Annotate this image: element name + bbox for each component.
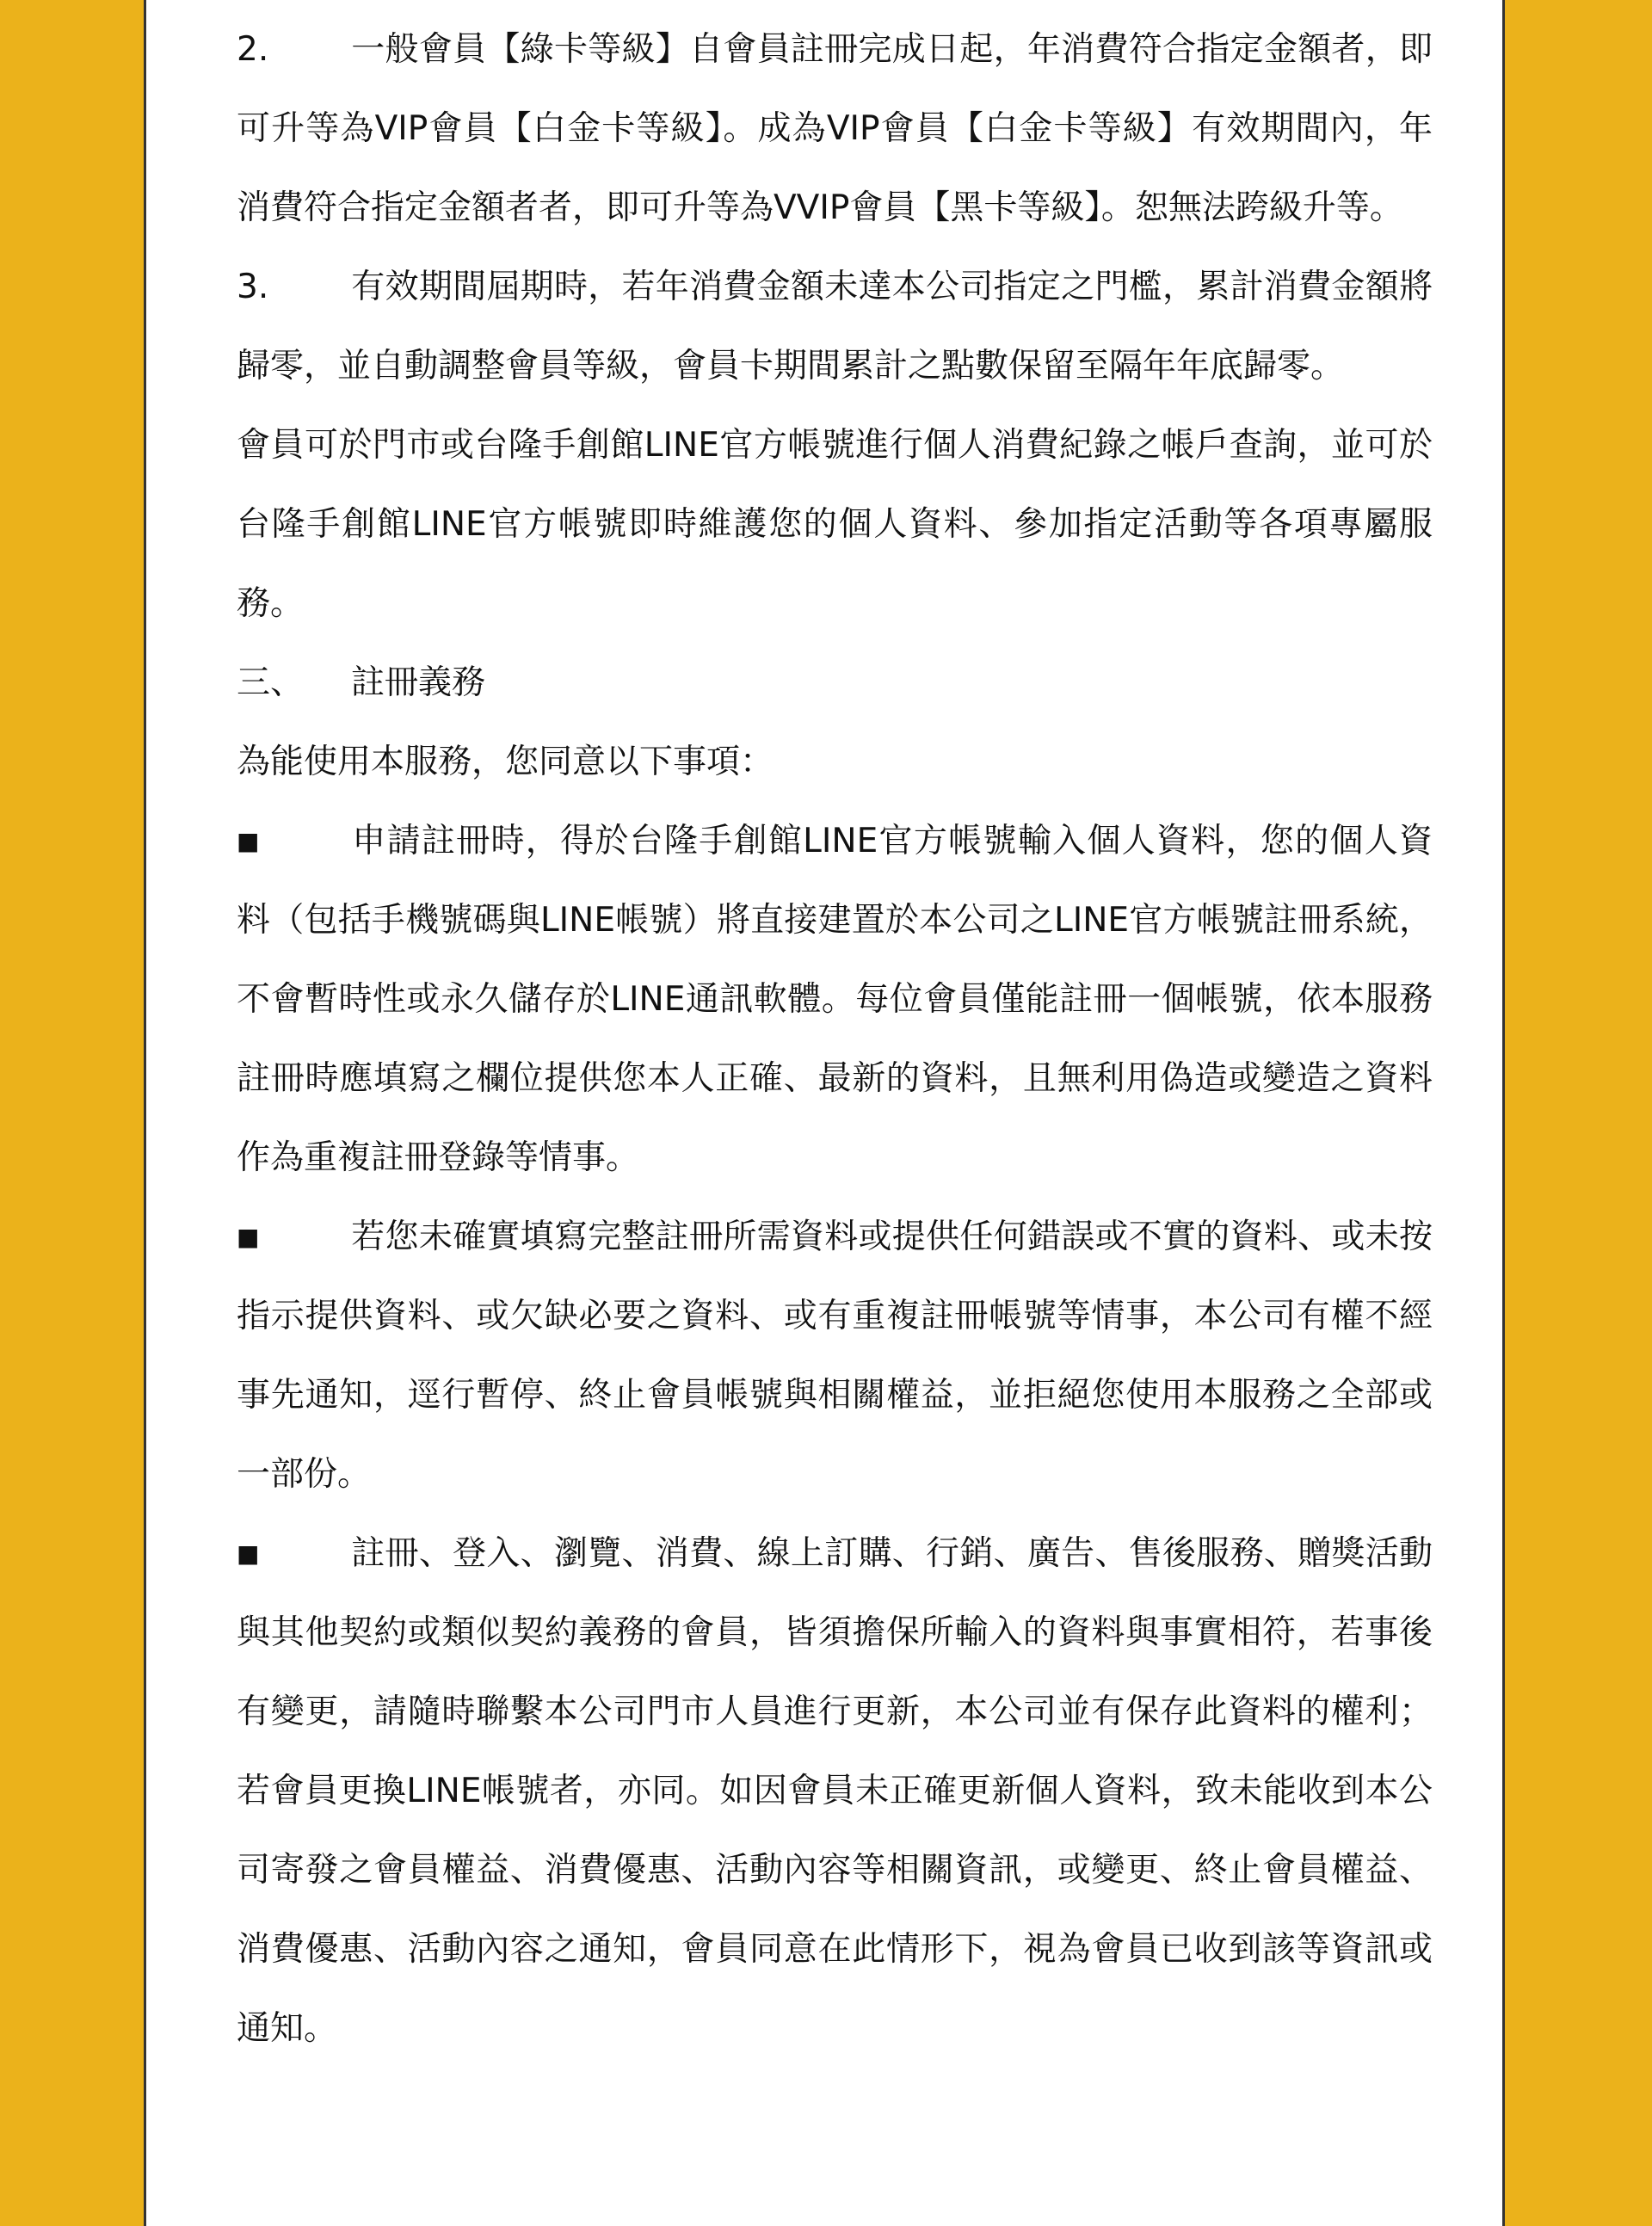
- agreement-intro: [237, 723, 1433, 802]
- bullet-item: [237, 1198, 1433, 1514]
- bullet-square-icon: ■: [237, 1223, 260, 1251]
- bullet-square-icon: ■: [237, 827, 260, 855]
- document-page: [144, 0, 1505, 2226]
- paragraph-text: 會員可於門市或台隆手創館LINE官方帳號進行個人消費紀錄之帳戶查詢，並可於台隆手創館LINE官方帳號即時維護您的個人資料、參加指定活動等各項專屬服務。: [237, 426, 1433, 623]
- bullet-square-icon: ■: [237, 1539, 260, 1568]
- section-number: 三、: [237, 663, 305, 702]
- bullet-item: [237, 802, 1433, 1198]
- bullet-text: 若您未確實填寫完整註冊所需資料或提供任何錯誤或不實的資料、或未按指示提供資料、或欠缺必要之資料、或有重複註冊帳號等情事，本公司有權不經事先通知，逕行暫停、終止會員帳號與相關權益，並拒絕您使用本服務之全部或一部份。: [237, 1218, 1433, 1494]
- clause-number: 3.: [237, 268, 269, 306]
- section-heading: [237, 644, 1433, 723]
- clause-3: [237, 248, 1433, 406]
- clause-text: 一般會員【綠卡等級】自會員註冊完成日起，年消費符合指定金額者，即可升等為VIP會員【白金卡等級】。成為VIP會員【白金卡等級】有效期間內，年消費符合指定金額者者，即可升等為VVIP會員【黑卡等級】。恕無法跨級升等。: [237, 30, 1433, 227]
- bullet-text: 申請註冊時，得於台隆手創館LINE官方帳號輸入個人資料，您的個人資料（包括手機號碼與LINE帳號）將直接建置於本公司之LINE官方帳號註冊系統，不會暫時性或永久儲存於LINE通訊軟體。每位會員僅能註冊一個帳號，依本服務註冊時應填寫之欄位提供您本人正確、最新的資料，且無利用偽造或變造之資料作為重複註冊登錄等情事。: [237, 822, 1433, 1177]
- paragraph-text: 為能使用本服務，您同意以下事項：: [237, 743, 774, 781]
- bullet-text: 註冊、登入、瀏覽、消費、線上訂購、行銷、廣告、售後服務、贈獎活動與其他契約或類似契約義務的會員，皆須擔保所輸入的資料與事實相符，若事後有變更，請隨時聯繫本公司門市人員進行更新，本公司並有保存此資料的權利；若會員更換LINE帳號者，亦同。如因會員未正確更新個人資料，致未能收到本公司寄發之會員權益、消費優惠、活動內容等相關資訊，或變更、終止會員權益、消費優惠、活動內容之通知，會員同意在此情形下，視為會員已收到該等資訊或通知。: [237, 1534, 1433, 2048]
- account-query-paragraph: [237, 406, 1433, 644]
- clause-text: 有效期間屆期時，若年消費金額未達本公司指定之門檻，累計消費金額將歸零，並自動調整會員等級，會員卡期間累計之點數保留至隔年年底歸零。: [237, 268, 1433, 385]
- bullet-item: [237, 1514, 1433, 2069]
- clause-2: [237, 10, 1433, 248]
- document-body: [237, 10, 1433, 2069]
- section-title: 註冊義務: [351, 663, 486, 702]
- clause-number: 2.: [237, 30, 269, 69]
